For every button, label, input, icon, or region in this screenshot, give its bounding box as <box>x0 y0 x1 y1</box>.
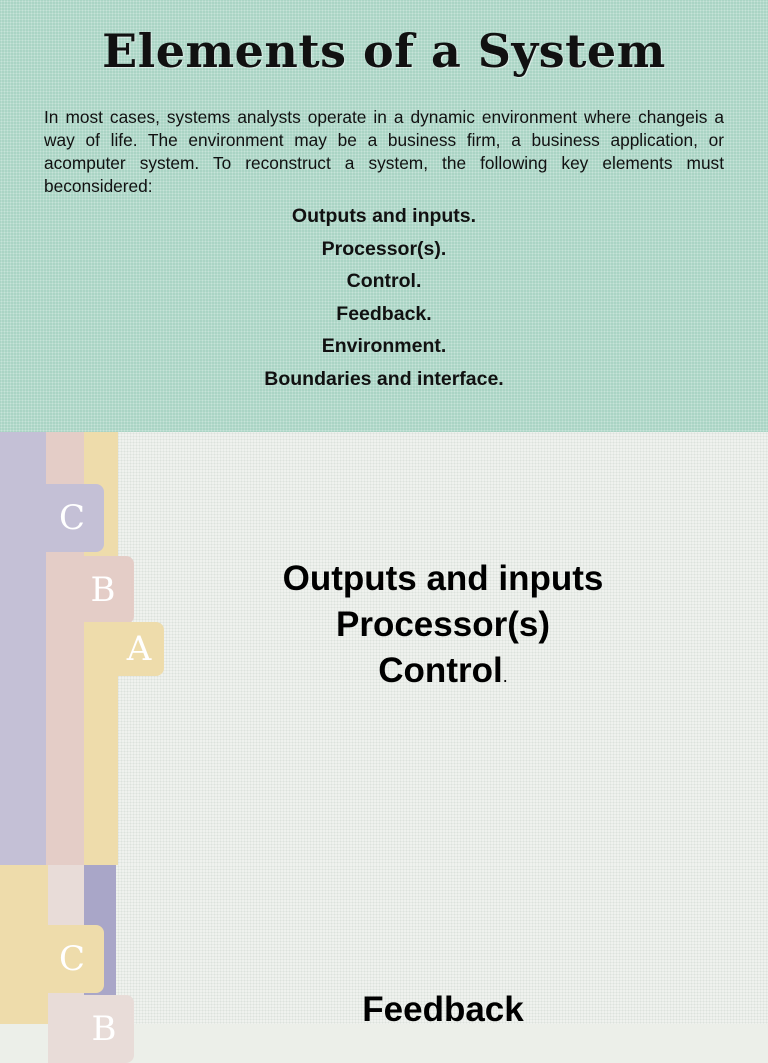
key-element-item: Boundaries and interface. <box>264 367 504 390</box>
slide2-line: Outputs and inputs <box>282 559 604 598</box>
tab-c <box>0 925 104 993</box>
key-elements-list <box>0 200 768 395</box>
trailing-dot: . <box>502 666 508 686</box>
tab-c-label: C <box>58 498 85 538</box>
tab-b-label: B <box>90 570 116 610</box>
key-element-item: Outputs and inputs. <box>291 205 477 227</box>
slide-elements-of-a-system <box>0 0 768 432</box>
tab-a-label: A <box>126 629 152 669</box>
slide-feedback <box>0 865 768 1049</box>
tab-c <box>0 484 104 552</box>
slide-title: Elements of a System <box>102 24 666 78</box>
tab-b-label: B <box>91 1009 117 1049</box>
slide2-content <box>118 556 768 699</box>
key-element-item: Environment. <box>321 335 447 357</box>
slide2-line-last <box>118 648 768 699</box>
key-element-item: Feedback. <box>336 302 432 325</box>
slide3-line: Feedback <box>362 990 524 1029</box>
slide3-content <box>118 987 768 1033</box>
slide-outputs-processor-control <box>0 432 768 865</box>
slide2-line: Processor(s) <box>336 605 550 644</box>
key-element-item: Control. <box>346 270 422 292</box>
tab-c-label: C <box>58 939 85 979</box>
key-element-item: Processor(s). <box>321 237 447 260</box>
intro-paragraph: In most cases, systems analysts operate in a dynamic environment where changeis a way of life. The environment may be a business firm, a business application, or acomputer system. To reconstruct a system, the following key elements must beconsidered: <box>44 107 724 196</box>
slide2-line-text: Control <box>378 651 503 690</box>
